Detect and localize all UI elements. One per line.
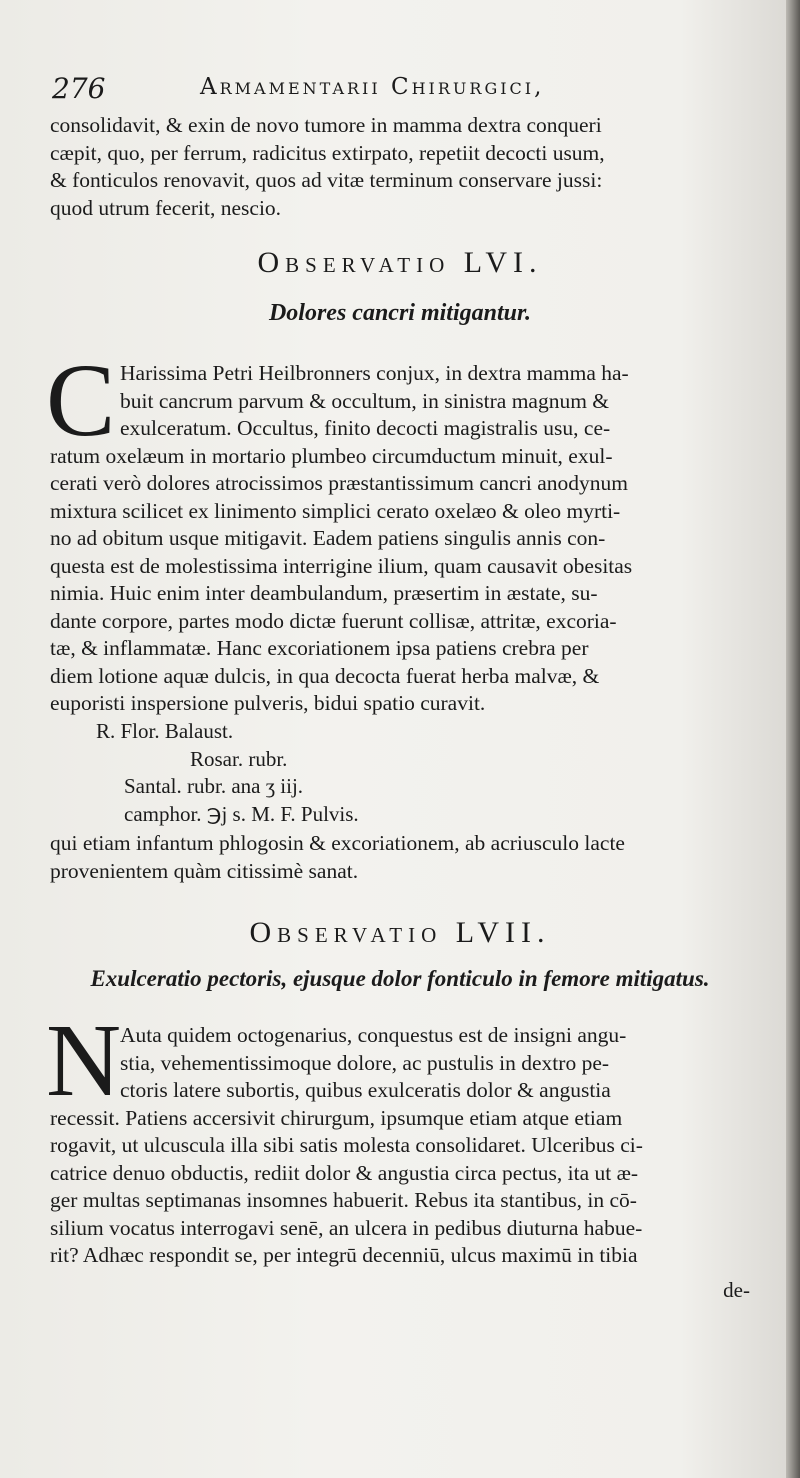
observation-56-title: Observatio LVI.	[257, 246, 543, 279]
text-line: silium vocatus interrogavi senē, an ulcera in pedibus diuturna habue-	[50, 1215, 643, 1240]
text-line: ctoris latere subortis, quibus exulceratis dolor & angustia	[120, 1078, 611, 1102]
observation-56-subtitle: Dolores cancri mitigantur.	[268, 300, 532, 326]
text-line: euporisti inspersione pulveris, bidui spatio curavit.	[50, 691, 486, 715]
text-line: rogavit, ut ulcuscula illa sibi satis molesta consolidaret. Ulceribus ci-	[50, 1133, 643, 1157]
recipe-line: Santal. rubr. ana ʒ iij.	[124, 774, 304, 798]
running-title: Armamentarii Chirurgici,	[200, 74, 545, 100]
text-line: & fonticulos renovavit, quos ad vitæ terminum conservare jussi:	[50, 168, 603, 192]
text-line: tæ, & inflammatæ. Hanc excoriationem ipsa patiens crebra per	[50, 636, 589, 660]
observation-57-subtitle: Exulceratio pectoris, ejusque dolor fonticulo in femore mitigatus.	[90, 966, 710, 991]
text-line: mixtura scilicet ex linimento simplici cerato oxelæo & oleo myrti-	[50, 498, 621, 523]
text-line: questa est de molestissima interrigine ilium, quam causavit obesitas	[50, 553, 633, 578]
intro-paragraph	[50, 112, 762, 222]
drop-cap-c: C	[46, 343, 116, 458]
text-line: stia, vehementissimoque dolore, ac pustulis in dextro pe-	[120, 1050, 610, 1075]
observation-56-closing	[50, 830, 762, 885]
text-line: dante corpore, partes modo dictæ fuerunt collisæ, attritæ, excoria-	[50, 608, 617, 633]
observation-57-title: Observatio LVII.	[249, 916, 551, 949]
text-line: exulceratum. Occultus, finito decocti magistralis usu, ce-	[120, 416, 611, 440]
text-line: quod utrum fecerit, nescio.	[50, 195, 282, 220]
text-line: consolidavit, & exin de novo tumore in mamma dextra conqueri	[50, 113, 602, 137]
text-line: no ad obitum usque mitigavit. Eadem patiens singulis annis con-	[50, 526, 606, 550]
text-line: provenientem quàm citissimè sanat.	[50, 858, 359, 883]
page-number: 276	[52, 72, 106, 105]
text-line: ger multas septimanas insomnes habuerit. Rebus ita stantibus, in cō-	[50, 1188, 637, 1212]
text-line: cæpit, quo, per ferrum, radicitus extirpato, repetiit decocti usum,	[50, 140, 605, 165]
text-line: Harissima Petri Heilbronners conjux, in dextra mamma ha-	[120, 361, 629, 385]
recipe-line: camphor. ℈j s. M. F. Pulvis.	[124, 801, 359, 826]
text-line: nimia. Huic enim inter deambulandum, præsertim in æstate, su-	[50, 581, 598, 605]
text-line: catrice denuo obductis, rediit dolor & angustia circa pectus, ita ut æ-	[50, 1160, 639, 1185]
text-line: cerati verò dolores atrocissimos præstantissimum cancri anodynum	[50, 471, 628, 495]
text-line: buit cancrum parvum & occultum, in sinistra magnum &	[120, 388, 610, 413]
catchword: de-	[723, 1278, 750, 1302]
text-line: Auta quidem octogenarius, conquestus est de insigni angu-	[120, 1023, 627, 1047]
text-line: qui etiam infantum phlogosin & excoriationem, ab acriusculo lacte	[50, 831, 625, 855]
recipe-block	[96, 718, 696, 828]
recipe-line: R. Flor. Balaust.	[96, 719, 234, 743]
observation-56-body	[50, 360, 762, 718]
recipe-line: Rosar. rubr.	[190, 746, 288, 771]
text-line: diem lotione aquæ dulcis, in qua decocta fuerat herba malvæ, &	[50, 663, 600, 688]
drop-cap-n: N	[46, 1003, 122, 1118]
observation-57-body	[50, 1022, 762, 1270]
text-line: rit? Adhæc respondit se, per integrū decenniū, ulcus maximū in tibia	[50, 1243, 638, 1267]
book-spine-shadow	[786, 0, 800, 1478]
text-line: ratum oxelæum in mortario plumbeo circumductum minuit, exul-	[50, 443, 613, 468]
page-header	[52, 72, 752, 112]
text-line: recessit. Patiens accersivit chirurgum, ipsumque etiam atque etiam	[50, 1105, 623, 1130]
